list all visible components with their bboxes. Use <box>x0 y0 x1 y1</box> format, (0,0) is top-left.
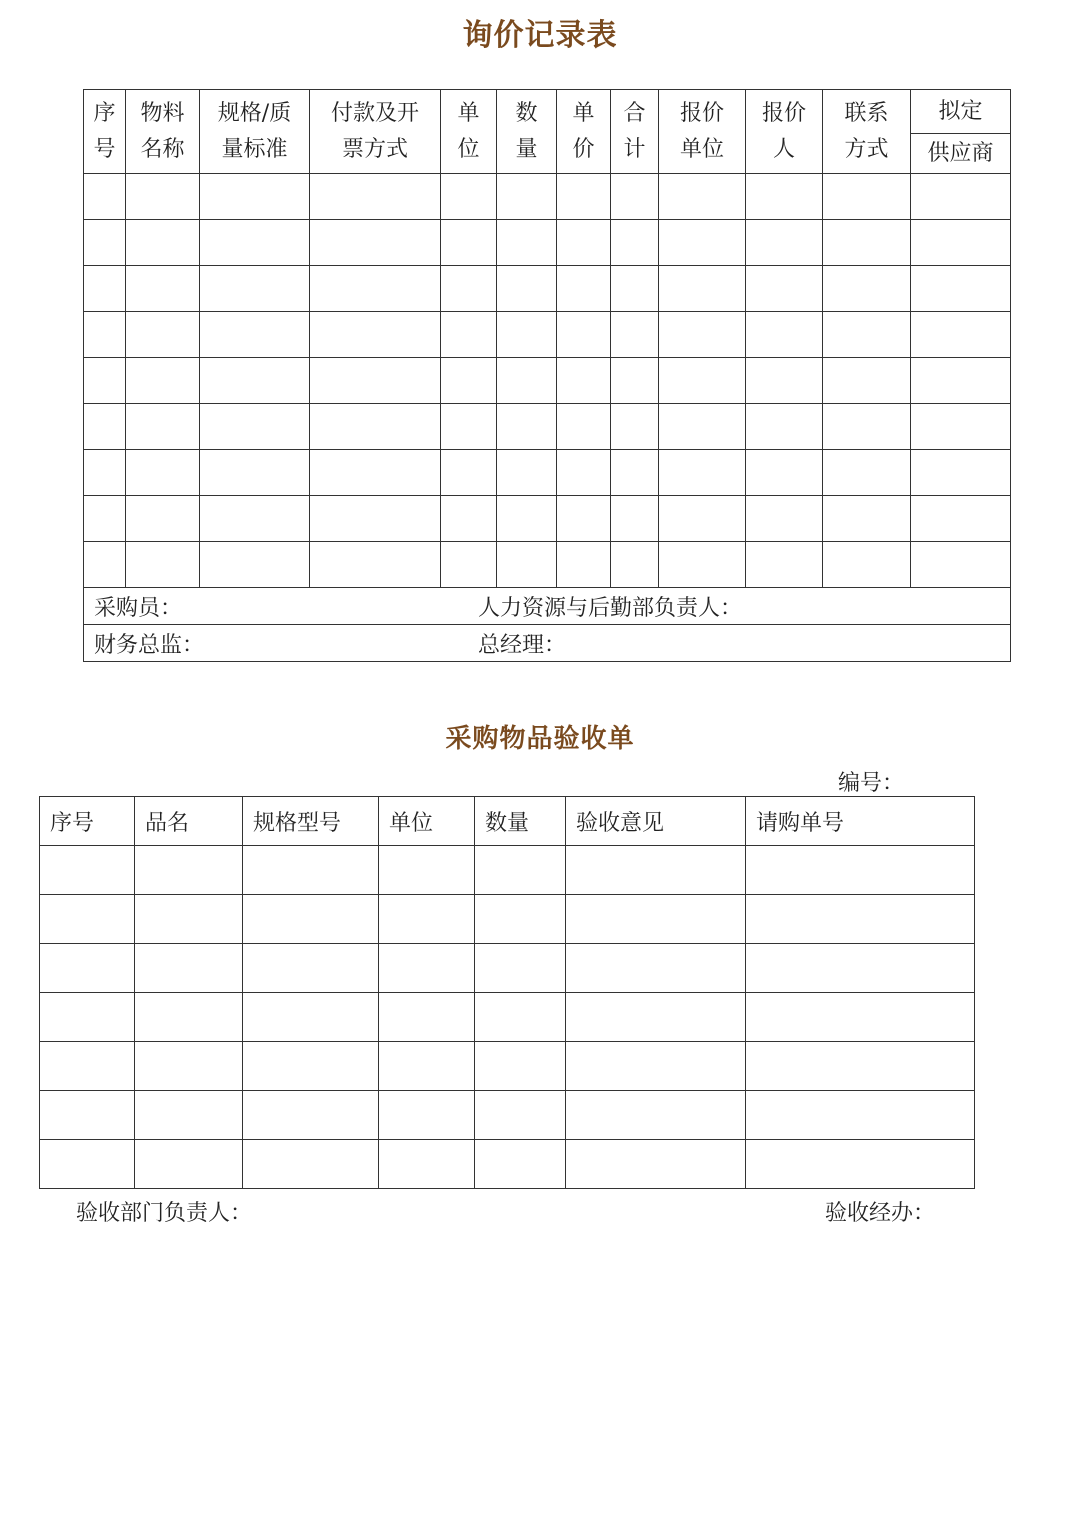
inquiry-table-cell[interactable] <box>310 542 441 588</box>
acceptance-table-row <box>40 944 975 993</box>
inquiry-table-cell[interactable] <box>911 542 1011 588</box>
inquiry-table-cell[interactable] <box>126 542 200 588</box>
acceptance-table-cell[interactable] <box>475 846 566 895</box>
acceptance-table-cell[interactable] <box>135 993 243 1042</box>
inquiry-table-cell[interactable] <box>823 220 911 266</box>
inquiry-table-cell[interactable] <box>84 404 126 450</box>
inquiry-table-cell[interactable] <box>823 542 911 588</box>
acceptance-table <box>39 796 975 1189</box>
inquiry-table-cell[interactable] <box>497 220 557 266</box>
header-cell-quantity: 数 量 <box>497 90 557 174</box>
acceptance-table-cell[interactable] <box>40 895 135 944</box>
inquiry-table-row <box>84 358 1011 404</box>
inquiry-table-cell[interactable] <box>911 312 1011 358</box>
acceptance-table-cell[interactable] <box>379 895 475 944</box>
inquiry-table-cell[interactable] <box>310 266 441 312</box>
inquiry-table-cell[interactable] <box>611 496 659 542</box>
acceptance-table-cell[interactable] <box>243 1042 379 1091</box>
inquiry-table-cell[interactable] <box>84 450 126 496</box>
hr-logistics-head-label: 人力资源与后勤部负责人： <box>478 595 743 621</box>
acceptance-header-quantity: 数量 <box>475 797 566 846</box>
header-cell-quoting-company: 报价 单位 <box>659 90 746 174</box>
header-cell-unit-price: 单 价 <box>557 90 611 174</box>
inquiry-table-cell[interactable] <box>441 220 497 266</box>
inquiry-table-row <box>84 450 1011 496</box>
acceptance-table-cell[interactable] <box>243 993 379 1042</box>
inquiry-table-cell[interactable] <box>84 174 126 220</box>
inquiry-table-cell[interactable] <box>310 358 441 404</box>
acceptance-table-cell[interactable] <box>566 1140 746 1189</box>
acceptance-table-cell[interactable] <box>746 895 975 944</box>
acceptance-header-item-name: 品名 <box>135 797 243 846</box>
acceptance-table-cell[interactable] <box>135 846 243 895</box>
inquiry-table-cell[interactable] <box>441 450 497 496</box>
inquiry-table-cell[interactable] <box>911 174 1011 220</box>
inquiry-table-cell[interactable] <box>823 358 911 404</box>
inquiry-table-cell[interactable] <box>126 404 200 450</box>
inquiry-table-cell[interactable] <box>441 542 497 588</box>
inquiry-table-cell[interactable] <box>611 358 659 404</box>
inquiry-table-cell[interactable] <box>200 358 310 404</box>
signature-row-2 <box>84 625 1011 662</box>
inquiry-table-cell[interactable] <box>126 450 200 496</box>
inquiry-table-cell[interactable] <box>441 496 497 542</box>
general-manager-label: 总经理： <box>478 632 567 658</box>
acceptance-table-row <box>40 846 975 895</box>
document-number-label: 编号： <box>838 771 905 796</box>
inquiry-table-cell[interactable] <box>823 312 911 358</box>
acceptance-table-cell[interactable] <box>475 1091 566 1140</box>
acceptance-table-body <box>40 846 975 1189</box>
inquiry-table-cell[interactable] <box>84 358 126 404</box>
inquiry-table-cell[interactable] <box>497 542 557 588</box>
inquiry-table-body <box>84 174 1011 588</box>
acceptance-table-cell[interactable] <box>379 1042 475 1091</box>
buyer-label: 采购员： <box>94 595 183 621</box>
acceptance-table-cell[interactable] <box>243 1091 379 1140</box>
inquiry-table-cell[interactable] <box>659 450 746 496</box>
acceptance-table-cell[interactable] <box>746 1042 975 1091</box>
inquiry-table-cell[interactable] <box>497 358 557 404</box>
inquiry-table-cell[interactable] <box>310 404 441 450</box>
inquiry-table-cell[interactable] <box>557 450 611 496</box>
inquiry-table-cell[interactable] <box>84 312 126 358</box>
inquiry-table-cell[interactable] <box>126 174 200 220</box>
inquiry-table-cell[interactable] <box>823 450 911 496</box>
acceptance-table-cell[interactable] <box>746 1091 975 1140</box>
inquiry-table-row <box>84 496 1011 542</box>
acceptance-table-cell[interactable] <box>475 895 566 944</box>
inquiry-table-cell[interactable] <box>557 312 611 358</box>
inquiry-table-cell[interactable] <box>441 174 497 220</box>
inquiry-table-cell[interactable] <box>659 174 746 220</box>
inquiry-table-cell[interactable] <box>746 220 823 266</box>
inquiry-table-cell[interactable] <box>557 220 611 266</box>
acceptance-table-cell[interactable] <box>243 944 379 993</box>
acceptance-table-cell[interactable] <box>135 1091 243 1140</box>
inquiry-table-cell[interactable] <box>659 312 746 358</box>
inquiry-table-cell[interactable] <box>200 174 310 220</box>
acceptance-table-row <box>40 1042 975 1091</box>
inquiry-table-cell[interactable] <box>557 174 611 220</box>
inquiry-table-cell[interactable] <box>746 312 823 358</box>
inquiry-table-cell[interactable] <box>557 542 611 588</box>
acceptance-header-requisition-no: 请购单号 <box>746 797 975 846</box>
acceptance-header-opinion: 验收意见 <box>566 797 746 846</box>
inquiry-table-cell[interactable] <box>911 450 1011 496</box>
inquiry-table-cell[interactable] <box>497 312 557 358</box>
inquiry-table-cell[interactable] <box>659 404 746 450</box>
inquiry-table-cell[interactable] <box>911 358 1011 404</box>
acceptance-form-title: 采购物品验收单 <box>445 724 635 754</box>
header-cell-supplier: 供应商 <box>911 134 1011 174</box>
acceptance-table-cell[interactable] <box>566 846 746 895</box>
acceptance-table-cell[interactable] <box>135 1140 243 1189</box>
inquiry-table-cell[interactable] <box>126 312 200 358</box>
acceptance-table-row <box>40 993 975 1042</box>
acceptance-table-cell[interactable] <box>40 1140 135 1189</box>
inquiry-table-cell[interactable] <box>84 542 126 588</box>
acceptance-table-cell[interactable] <box>379 993 475 1042</box>
inquiry-table-row <box>84 220 1011 266</box>
inquiry-table-cell[interactable] <box>557 404 611 450</box>
acceptance-table-cell[interactable] <box>746 846 975 895</box>
inquiry-table-cell[interactable] <box>611 404 659 450</box>
acceptance-table-cell[interactable] <box>475 944 566 993</box>
inquiry-table-cell[interactable] <box>746 542 823 588</box>
inquiry-table-cell[interactable] <box>310 496 441 542</box>
inquiry-table-cell[interactable] <box>911 404 1011 450</box>
inquiry-table-cell[interactable] <box>611 266 659 312</box>
inquiry-table-cell[interactable] <box>611 542 659 588</box>
inquiry-table-row <box>84 312 1011 358</box>
inquiry-table-cell[interactable] <box>84 220 126 266</box>
inquiry-table-cell[interactable] <box>200 450 310 496</box>
inquiry-table-row <box>84 542 1011 588</box>
inquiry-table-cell[interactable] <box>441 358 497 404</box>
inquiry-table-cell[interactable] <box>557 496 611 542</box>
inquiry-table-cell[interactable] <box>611 220 659 266</box>
inquiry-table-cell[interactable] <box>200 312 310 358</box>
inquiry-table-cell[interactable] <box>84 266 126 312</box>
header-cell-total: 合 计 <box>611 90 659 174</box>
acceptance-table-cell[interactable] <box>40 846 135 895</box>
inquiry-table-cell[interactable] <box>84 496 126 542</box>
inquiry-table-cell[interactable] <box>746 174 823 220</box>
inquiry-record-table <box>83 89 1011 662</box>
inquiry-table-cell[interactable] <box>441 266 497 312</box>
acceptance-handler-label: 验收经办： <box>825 1201 936 1226</box>
inquiry-table-cell[interactable] <box>557 358 611 404</box>
inquiry-table-cell[interactable] <box>200 266 310 312</box>
acceptance-table-cell[interactable] <box>379 1091 475 1140</box>
acceptance-header-spec-model: 规格型号 <box>243 797 379 846</box>
acceptance-dept-head-label: 验收部门负责人： <box>76 1201 253 1226</box>
inquiry-table-cell[interactable] <box>126 266 200 312</box>
inquiry-table-cell[interactable] <box>746 404 823 450</box>
inquiry-table-cell[interactable] <box>823 174 911 220</box>
inquiry-table-cell[interactable] <box>200 404 310 450</box>
inquiry-table-cell[interactable] <box>200 496 310 542</box>
acceptance-table-cell[interactable] <box>475 1042 566 1091</box>
acceptance-table-cell[interactable] <box>379 1140 475 1189</box>
inquiry-table-cell[interactable] <box>823 404 911 450</box>
acceptance-table-cell[interactable] <box>135 895 243 944</box>
inquiry-table-cell[interactable] <box>441 404 497 450</box>
inquiry-table-cell[interactable] <box>659 496 746 542</box>
inquiry-table-cell[interactable] <box>497 496 557 542</box>
inquiry-table-cell[interactable] <box>659 266 746 312</box>
inquiry-table-cell[interactable] <box>659 358 746 404</box>
acceptance-table-cell[interactable] <box>40 1091 135 1140</box>
header-cell-proposed: 拟定 <box>911 90 1011 134</box>
acceptance-header-seq: 序号 <box>40 797 135 846</box>
acceptance-table-cell[interactable] <box>475 993 566 1042</box>
inquiry-table-cell[interactable] <box>911 266 1011 312</box>
inquiry-table-cell[interactable] <box>441 312 497 358</box>
inquiry-table-cell[interactable] <box>497 404 557 450</box>
acceptance-table-cell[interactable] <box>40 993 135 1042</box>
acceptance-table-cell[interactable] <box>746 993 975 1042</box>
acceptance-table-cell[interactable] <box>475 1140 566 1189</box>
inquiry-table-cell[interactable] <box>557 266 611 312</box>
acceptance-table-cell[interactable] <box>566 895 746 944</box>
acceptance-table-cell[interactable] <box>243 1140 379 1189</box>
acceptance-table-cell[interactable] <box>379 846 475 895</box>
header-cell-material-name: 物料 名称 <box>126 90 200 174</box>
acceptance-header-unit: 单位 <box>379 797 475 846</box>
header-cell-spec-quality: 规格/质 量标准 <box>200 90 310 174</box>
inquiry-table-cell[interactable] <box>659 542 746 588</box>
inquiry-table-cell[interactable] <box>310 220 441 266</box>
acceptance-table-cell[interactable] <box>135 1042 243 1091</box>
signature-row-1 <box>84 588 1011 625</box>
inquiry-table-cell[interactable] <box>200 542 310 588</box>
header-cell-unit: 单 位 <box>441 90 497 174</box>
header-cell-payment-invoice: 付款及开 票方式 <box>310 90 441 174</box>
inquiry-table-cell[interactable] <box>746 358 823 404</box>
header-cell-quoting-person: 报价 人 <box>746 90 823 174</box>
inquiry-table-cell[interactable] <box>310 174 441 220</box>
inquiry-table-cell[interactable] <box>126 496 200 542</box>
inquiry-table-row <box>84 266 1011 312</box>
acceptance-table-row <box>40 1091 975 1140</box>
acceptance-table-row <box>40 1140 975 1189</box>
inquiry-table-cell[interactable] <box>659 220 746 266</box>
inquiry-table-cell[interactable] <box>911 220 1011 266</box>
inquiry-table-cell[interactable] <box>126 220 200 266</box>
acceptance-table-cell[interactable] <box>135 944 243 993</box>
inquiry-table-cell[interactable] <box>310 312 441 358</box>
inquiry-table-cell[interactable] <box>497 450 557 496</box>
acceptance-table-cell[interactable] <box>40 944 135 993</box>
inquiry-table-cell[interactable] <box>823 266 911 312</box>
inquiry-table-cell[interactable] <box>911 496 1011 542</box>
inquiry-table-cell[interactable] <box>611 312 659 358</box>
header-cell-contact: 联系 方式 <box>823 90 911 174</box>
header-cell-seq: 序 号 <box>84 90 126 174</box>
inquiry-table-cell[interactable] <box>746 266 823 312</box>
inquiry-table-cell[interactable] <box>746 496 823 542</box>
inquiry-table-cell[interactable] <box>746 450 823 496</box>
acceptance-table-cell[interactable] <box>566 944 746 993</box>
acceptance-table-cell[interactable] <box>40 1042 135 1091</box>
acceptance-table-cell[interactable] <box>566 1091 746 1140</box>
inquiry-table-cell[interactable] <box>200 220 310 266</box>
inquiry-table-cell[interactable] <box>611 450 659 496</box>
acceptance-table-cell[interactable] <box>746 1140 975 1189</box>
inquiry-table-cell[interactable] <box>126 358 200 404</box>
inquiry-table-row <box>84 404 1011 450</box>
inquiry-form-title: 询价记录表 <box>462 18 618 53</box>
finance-director-label: 财务总监： <box>94 632 205 658</box>
acceptance-table-cell[interactable] <box>243 895 379 944</box>
inquiry-table-cell[interactable] <box>497 266 557 312</box>
acceptance-table-cell[interactable] <box>243 846 379 895</box>
inquiry-table-cell[interactable] <box>823 496 911 542</box>
acceptance-table-cell[interactable] <box>379 944 475 993</box>
inquiry-table-cell[interactable] <box>310 450 441 496</box>
inquiry-table-cell[interactable] <box>611 174 659 220</box>
inquiry-table-cell[interactable] <box>497 174 557 220</box>
acceptance-table-cell[interactable] <box>746 944 975 993</box>
acceptance-table-row <box>40 895 975 944</box>
acceptance-table-cell[interactable] <box>566 993 746 1042</box>
acceptance-table-cell[interactable] <box>566 1042 746 1091</box>
inquiry-table-row <box>84 174 1011 220</box>
